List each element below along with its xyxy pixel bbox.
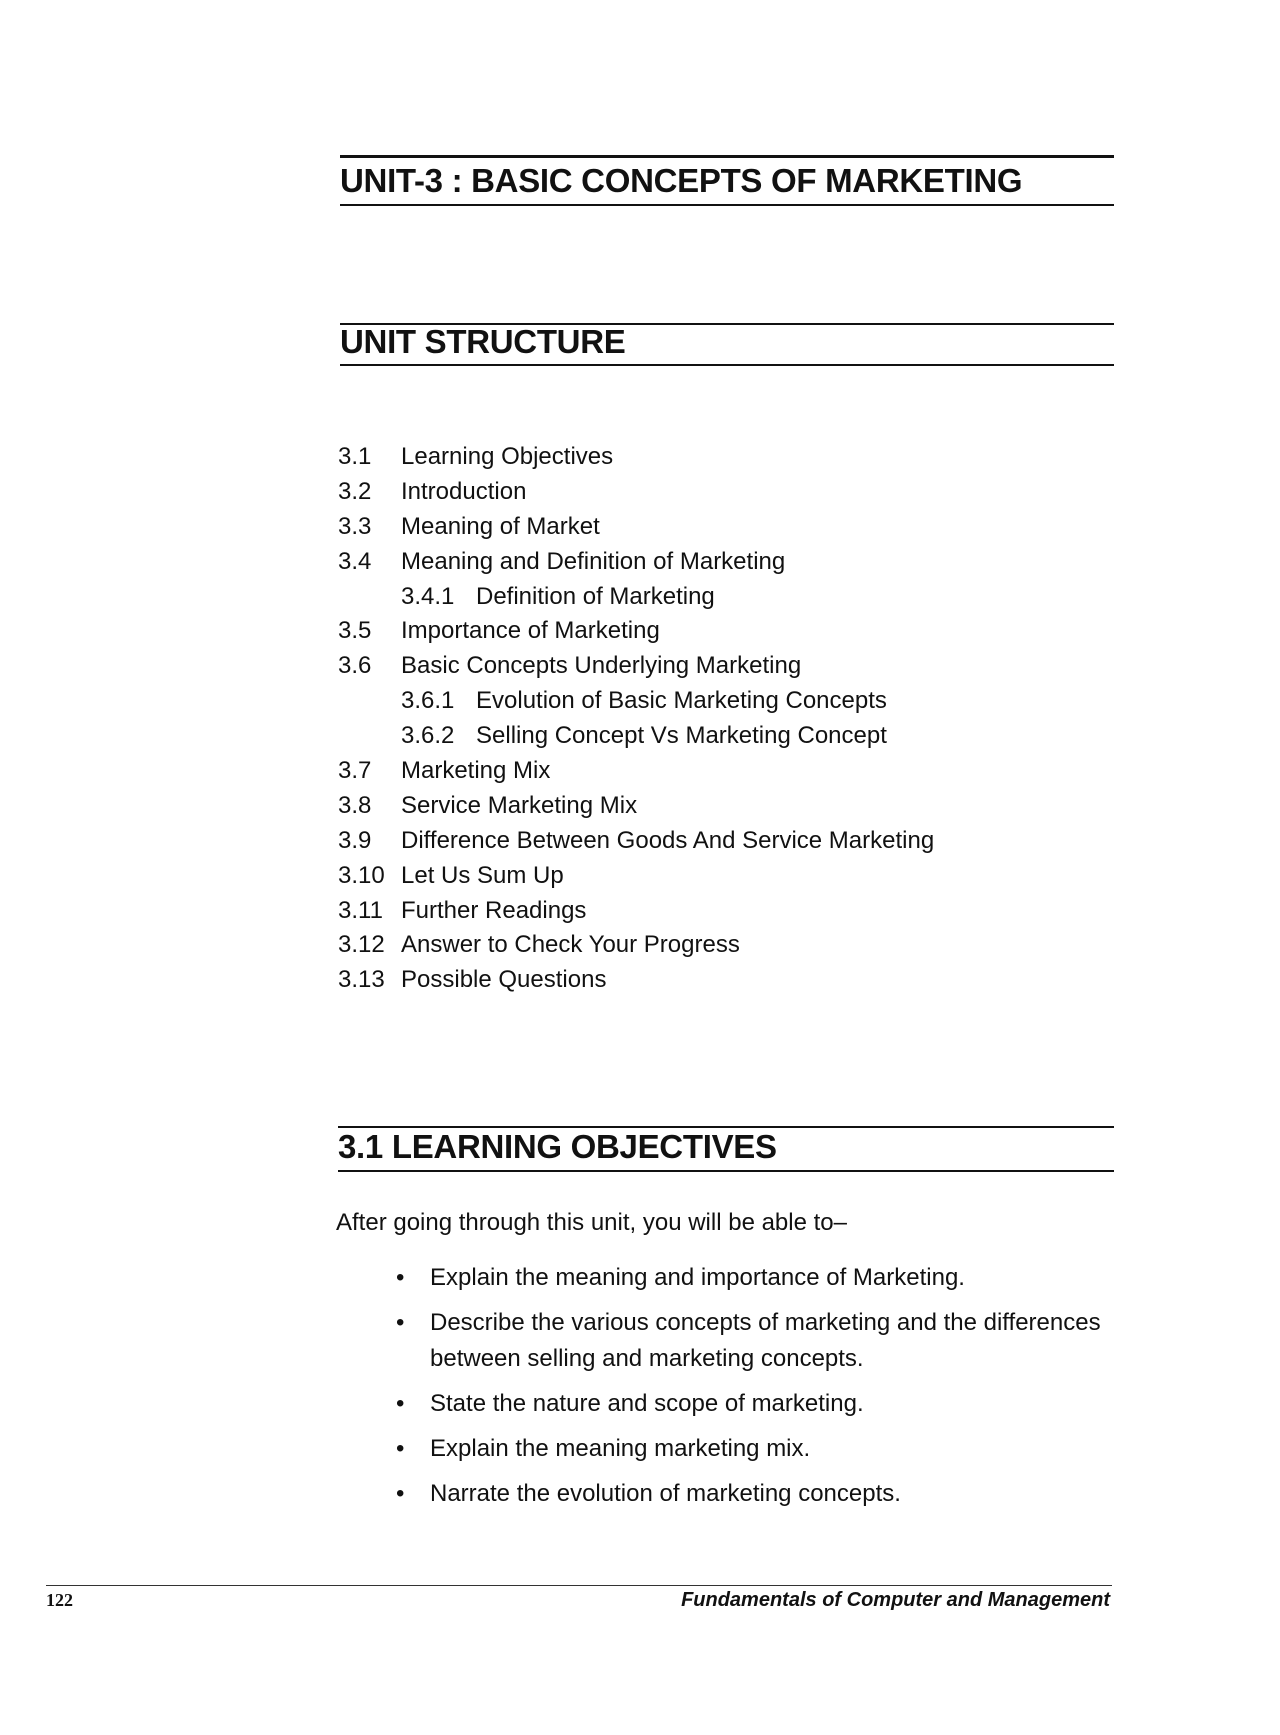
toc-label: Definition of Marketing xyxy=(476,582,715,610)
book-title: Fundamentals of Computer and Management xyxy=(681,1589,1110,1611)
toc-item xyxy=(338,859,1098,894)
toc-item xyxy=(338,440,1098,475)
toc-label: Further Readings xyxy=(401,896,587,924)
toc-item xyxy=(338,963,1098,998)
intro-text: After going through this unit, you will be able to– xyxy=(336,1209,847,1236)
toc-label: Introduction xyxy=(401,477,527,505)
toc-number: 3.9 xyxy=(338,826,372,854)
toc-label: Learning Objectives xyxy=(401,443,614,470)
objective-text: Describe the various concepts of marketing and the differences between selling and marketing concepts. xyxy=(430,1309,1101,1372)
toc-number: 3.4.1 xyxy=(401,582,455,610)
toc-item xyxy=(338,475,1098,510)
toc-label: Difference Between Goods And Service Marketing xyxy=(401,826,935,854)
toc-label: Marketing Mix xyxy=(401,757,551,785)
toc-number: 3.6 xyxy=(338,652,372,680)
toc-number: 3.4 xyxy=(338,547,372,575)
toc-label: Evolution of Basic Marketing Concepts xyxy=(476,687,887,715)
objective-text: Narrate the evolution of marketing concepts. xyxy=(430,1480,901,1507)
toc-number: 3.7 xyxy=(338,757,372,785)
toc-item xyxy=(338,510,1098,545)
toc-number: 3.2 xyxy=(338,477,372,505)
list-item xyxy=(396,1305,1116,1377)
toc-item xyxy=(338,928,1098,963)
toc-label: Let Us Sum Up xyxy=(401,861,564,889)
toc-label: Basic Concepts Underlying Marketing xyxy=(401,652,802,680)
toc-label: Meaning and Definition of Marketing xyxy=(401,547,786,575)
objective-text: Explain the meaning marketing mix. xyxy=(430,1435,811,1462)
toc-label: Possible Questions xyxy=(401,966,607,994)
objectives-list xyxy=(396,1260,1116,1521)
list-item xyxy=(396,1431,1116,1467)
objective-text: State the nature and scope of marketing. xyxy=(430,1390,864,1417)
list-item xyxy=(396,1386,1116,1422)
section-bottom-rule xyxy=(338,1170,1114,1172)
toc-label: Meaning of Market xyxy=(401,512,600,540)
toc-subitem xyxy=(338,719,1098,754)
list-item xyxy=(396,1476,1116,1512)
toc-item xyxy=(338,614,1098,649)
structure-bottom-rule xyxy=(340,364,1114,366)
list-item xyxy=(396,1260,1116,1296)
toc-item xyxy=(338,824,1098,859)
toc-subitem xyxy=(338,580,1098,615)
title-bottom-rule xyxy=(340,204,1114,206)
toc-label: Service Marketing Mix xyxy=(401,791,638,819)
table-of-contents xyxy=(338,440,1098,998)
title-top-rule xyxy=(340,155,1114,158)
section-heading: 3.1 LEARNING OBJECTIVES xyxy=(338,1128,777,1165)
toc-number: 3.6.2 xyxy=(401,722,455,750)
toc-number: 3.3 xyxy=(338,512,372,540)
bullet-icon: • xyxy=(396,1390,405,1417)
toc-number: 3.1 xyxy=(338,443,372,470)
toc-label: Answer to Check Your Progress xyxy=(401,931,740,959)
bullet-icon: • xyxy=(396,1480,405,1507)
toc-item xyxy=(338,789,1098,824)
toc-item xyxy=(338,894,1098,929)
footer-rule xyxy=(46,1585,1112,1586)
toc-item xyxy=(338,754,1098,789)
bullet-icon: • xyxy=(396,1309,405,1336)
unit-title: UNIT-3 : BASIC CONCEPTS OF MARKETING xyxy=(340,162,1023,199)
page-number: 122 xyxy=(46,1590,73,1610)
toc-item xyxy=(338,545,1098,580)
structure-heading: UNIT STRUCTURE xyxy=(340,323,626,360)
toc-number: 3.10 xyxy=(338,861,385,889)
toc-number: 3.6.1 xyxy=(401,687,455,715)
toc-number: 3.8 xyxy=(338,791,372,819)
toc-label: Selling Concept Vs Marketing Concept xyxy=(476,722,887,750)
bullet-icon: • xyxy=(396,1435,405,1462)
toc-item xyxy=(338,649,1098,684)
toc-number: 3.12 xyxy=(338,931,385,959)
toc-label: Importance of Marketing xyxy=(401,617,660,645)
toc-number: 3.11 xyxy=(338,896,383,924)
toc-number: 3.13 xyxy=(338,966,385,994)
toc-subitem xyxy=(338,684,1098,719)
toc-number: 3.5 xyxy=(338,617,372,645)
objective-text: Explain the meaning and importance of Marketing. xyxy=(430,1264,965,1291)
bullet-icon: • xyxy=(396,1264,405,1291)
